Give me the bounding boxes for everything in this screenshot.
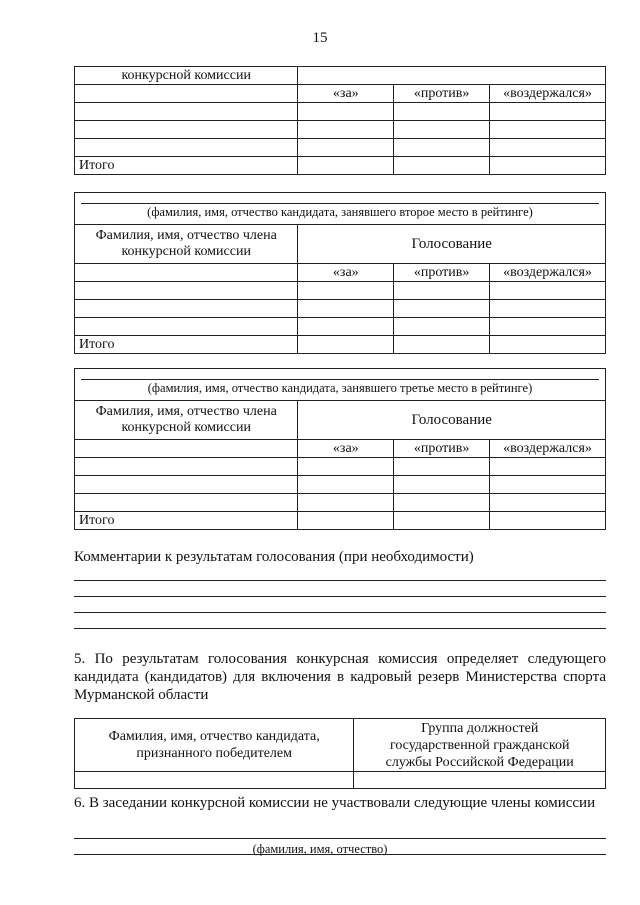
col-for: «за» (298, 85, 394, 103)
comment-line (74, 612, 606, 613)
voting-header: Голосование (298, 225, 606, 264)
total-label: Итого (75, 336, 298, 354)
col-against: «против» (394, 440, 490, 458)
signature-line (74, 838, 606, 839)
table-row (75, 300, 606, 318)
signature-caption: (фамилия, имя, отчество) (252, 842, 388, 856)
cell (75, 85, 298, 103)
member-header: Фамилия, имя, отчество члена конкурсной комиссии (75, 225, 298, 264)
col-position-group: Группа должностей государственной гражданской службы Российской Федерации (354, 719, 606, 772)
signature-line (74, 854, 606, 855)
col-for: «за» (298, 264, 394, 282)
comments-label: Комментарии к результатам голосования (при необходимости) (74, 549, 474, 565)
table-row (75, 476, 606, 494)
total-label: Итого (75, 157, 298, 175)
section-6-text: 6. В заседании конкурсной комиссии не участвовали следующие члены комиссии (74, 795, 596, 811)
col-against: «против» (394, 85, 490, 103)
col-against: «против» (394, 264, 490, 282)
winners-table (74, 718, 606, 789)
table-row (75, 121, 606, 139)
col-candidate: Фамилия, имя, отчество кандидата, признанного победителем (75, 719, 354, 772)
member-header: конкурсной комиссии (75, 67, 298, 85)
table-row (75, 282, 606, 300)
candidate-caption-second: (фамилия, имя, отчество кандидата, занявшего второе место в рейтинге) (147, 205, 533, 219)
table-row (75, 458, 606, 476)
voting-table-second (74, 224, 606, 354)
table-row (75, 103, 606, 121)
voting-header-empty (298, 67, 606, 85)
voting-header: Голосование (298, 401, 606, 440)
member-header: Фамилия, имя, отчество члена конкурсной комиссии (75, 401, 298, 440)
page-number: 15 (312, 30, 328, 46)
section-5-text: 5. По результатам голосования конкурсная комиссия определяет следующего кандидата (кандидатов) для включения в кадровый резерв Министерства спорта Мурманской области (74, 651, 606, 703)
table-row (75, 318, 606, 336)
table-row (75, 494, 606, 512)
col-abstain: «воздержался» (490, 85, 606, 103)
col-for: «за» (298, 440, 394, 458)
total-label: Итого (75, 512, 298, 530)
candidate-caption-third: (фамилия, имя, отчество кандидата, занявшего третье место в рейтинге) (147, 381, 533, 395)
comment-line (74, 628, 606, 629)
col-abstain: «воздержался» (490, 264, 606, 282)
voting-table-first (74, 66, 606, 175)
cell (75, 440, 298, 458)
candidate-frame-second (74, 192, 606, 225)
candidate-frame-third (74, 368, 606, 401)
comment-line (74, 596, 606, 597)
table-row (75, 772, 606, 789)
voting-table-third (74, 400, 606, 530)
comment-line (74, 580, 606, 581)
table-row (75, 139, 606, 157)
col-abstain: «воздержался» (490, 440, 606, 458)
cell (75, 264, 298, 282)
